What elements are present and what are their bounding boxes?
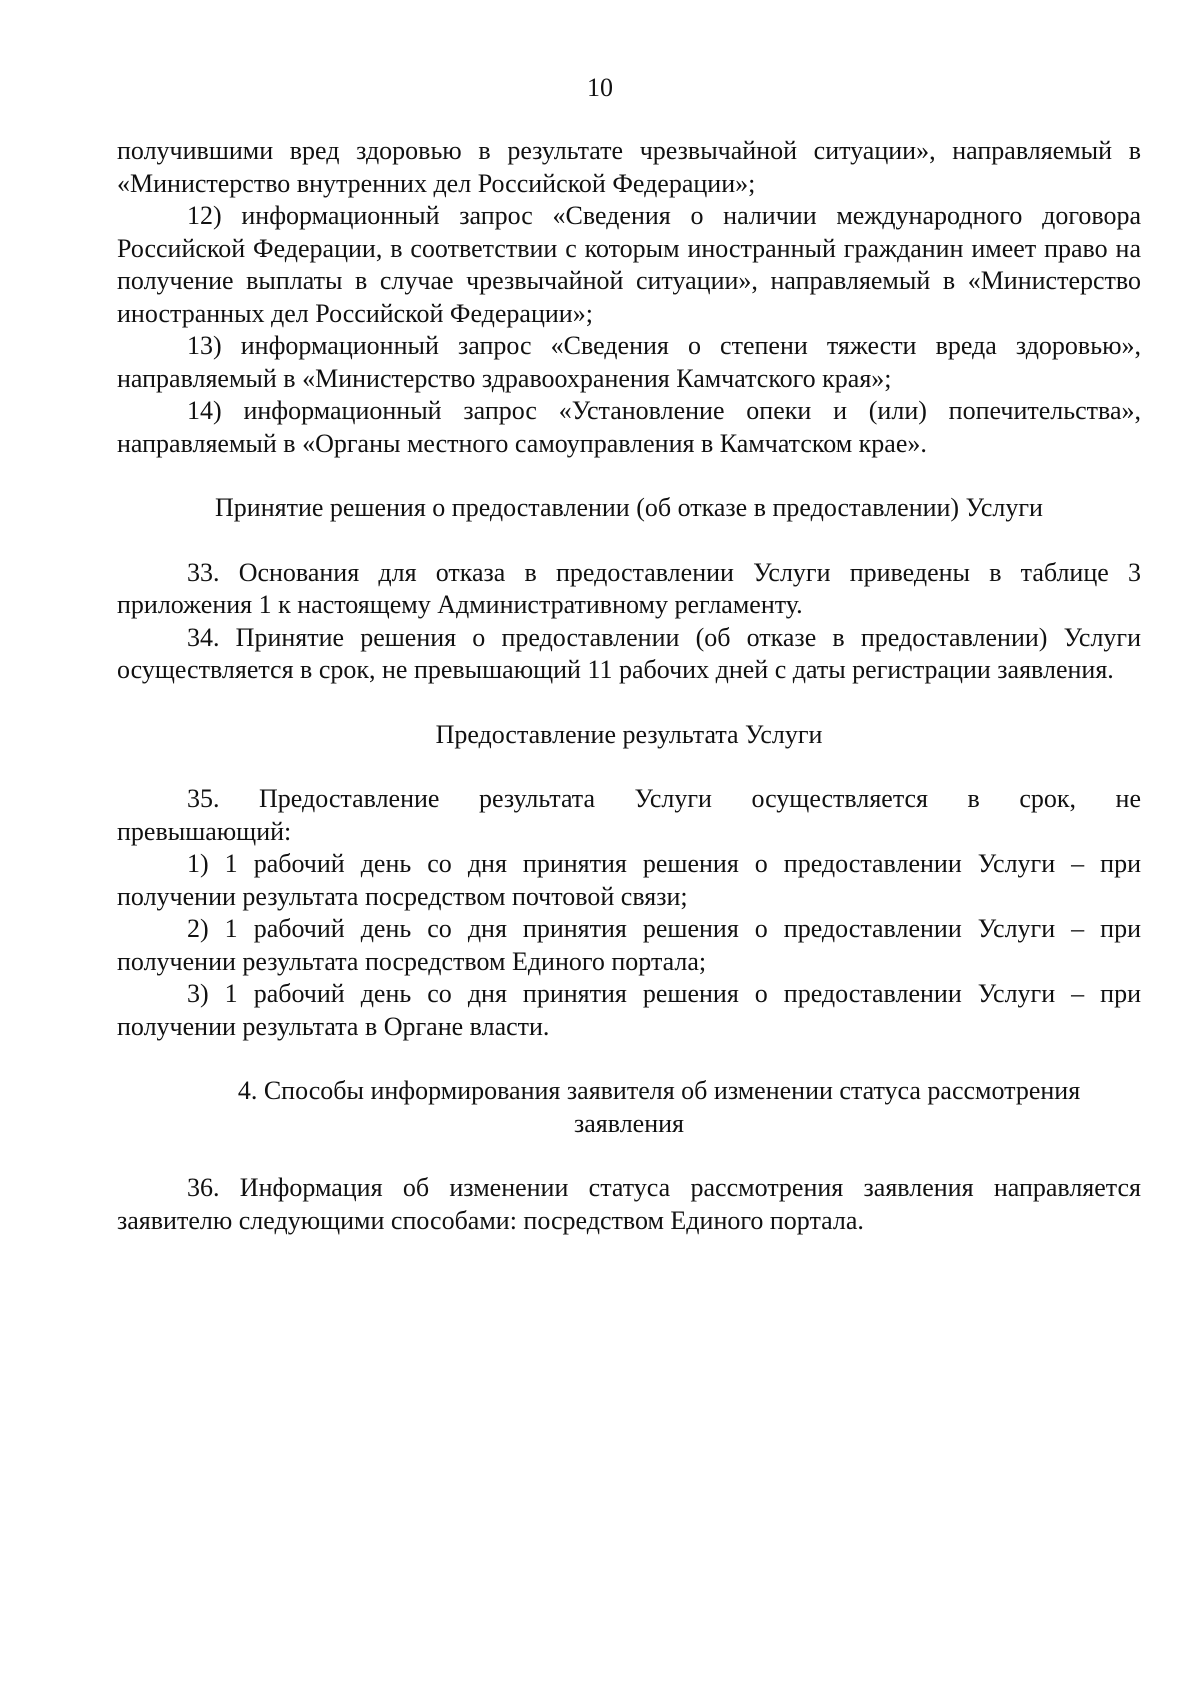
paragraph-35-item-1: 1) 1 рабочий день со дня принятия решения о предоставлении Услуги – при получении результата посредством почтовой связи; — [117, 849, 1141, 911]
paragraph-34: 34. Принятие решения о предоставлении (об отказе в предоставлении) Услуги осуществляется в срок, не превышающий 11 рабочих дней с даты регистрации заявления. — [117, 622, 1141, 684]
paragraph-continuation: получившими вред здоровью в результате чрезвычайной ситуации», направляемый в «Министерство внутренних дел Российской Федерации»; — [117, 136, 1141, 198]
spacer — [117, 751, 1141, 783]
paragraph-33: 33. Основания для отказа в предоставлении Услуги приведены в таблице 3 приложения 1 к настоящему Административному регламенту. — [117, 557, 1141, 619]
page-number: 10 — [587, 73, 613, 102]
paragraph-35-item-3: 3) 1 рабочий день со дня принятия решения о предоставлении Услуги – при получении результата в Органе власти. — [117, 979, 1141, 1041]
spacer — [117, 1043, 1141, 1075]
section-heading-decision: Принятие решения о предоставлении (об отказе в предоставлении) Услуги — [215, 493, 1043, 522]
paragraph-item-12: 12) информационный запрос «Сведения о наличии международного договора Российской Федерации, в соответствии с которым иностранный гражданин имеет право на получение выплаты в случае чрезвычайной ситуации», направляемый в «Министерство иностранных дел Российской Федерации»; — [117, 201, 1141, 328]
spacer — [117, 1140, 1141, 1172]
spacer — [117, 460, 1141, 492]
paragraph-item-13: 13) информационный запрос «Сведения о степени тяжести вреда здоровью», направляемый в «Министерство здравоохранения Камчатского края»; — [117, 331, 1141, 393]
section-heading-4-line-1: 4. Способы информирования заявителя об изменении статуса рассмотрения — [237, 1076, 1081, 1105]
section-heading-4-line-2: заявления — [573, 1108, 684, 1138]
section-heading-result: Предоставление результата Услуги — [435, 719, 823, 749]
paragraph-item-14: 14) информационный запрос «Установление опеки и (или) попечительства», направляемый в «Органы местного самоуправления в Камчатском крае». — [117, 396, 1141, 458]
document-body — [117, 135, 1141, 1237]
paragraph-35-line-1: 35. Предоставление результата Услуги осуществляется в срок, не — [187, 784, 1141, 813]
spacer — [117, 687, 1141, 719]
paragraph-36: 36. Информация об изменении статуса рассмотрения заявления направляется заявителю следующими способами: посредством Единого портала. — [117, 1173, 1141, 1235]
paragraph-35-line-2: превышающий: — [117, 816, 292, 846]
spacer — [117, 525, 1141, 557]
paragraph-35-item-2: 2) 1 рабочий день со дня принятия решения о предоставлении Услуги – при получении результата посредством Единого портала; — [117, 914, 1141, 976]
